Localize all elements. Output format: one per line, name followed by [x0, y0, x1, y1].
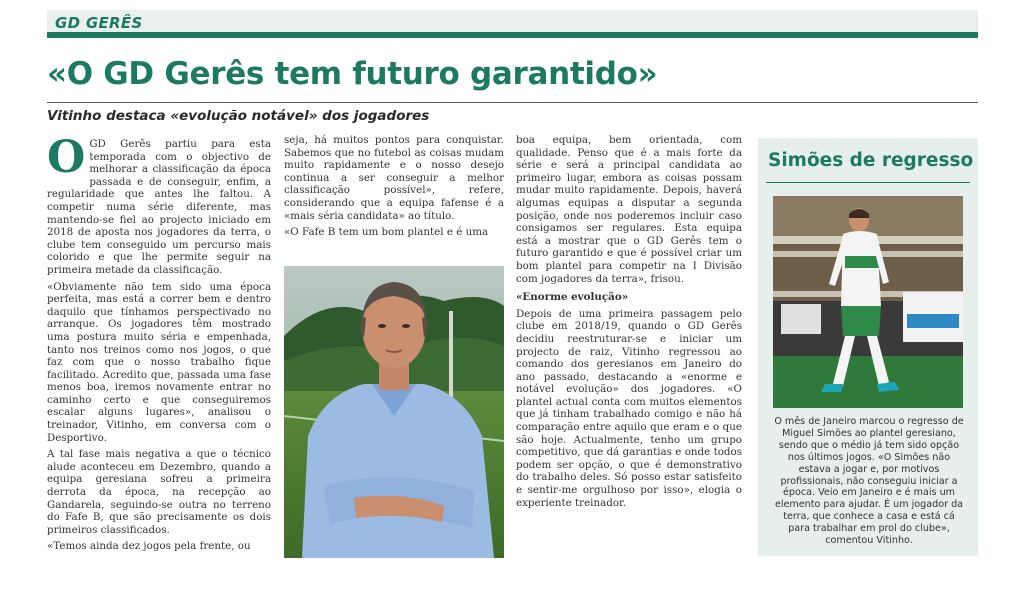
coach-photo-image	[284, 266, 504, 558]
article-headline: «O GD Gerês tem futuro garantido»	[47, 56, 658, 92]
article-paragraph: boa equipa, bem orientada, com qualidade. Penso que é a mais forte da série e será a principal candidata ao primeiro lugar, embora as coisas possam mudar muito rapidamente. Depois, haverá algumas equipas a disputar a segunda posição, onde nos poderemos incluir caso consigamos ser regulares. Esta equipa está a mostrar que o GD Gerês tem o futuro garantido e que é possível criar um bom plantel para competir na I Divisão com jogadores da terra», frisou.	[516, 134, 742, 285]
article-subtitle: Vitinho destaca «evolução notável» dos jogadores	[47, 108, 430, 124]
article-column-2	[284, 134, 504, 254]
article-paragraph: «Obviamente não tem sido uma época perfeita, mas está a correr bem e dentro daquilo que tínhamos perspectivado no arranque. Os jogadores têm mostrado uma postura muito séria e empenhada, tanto nos treinos como nos jogos, o que faz com que o nosso trabalho fique facilitado. Acredito que, passada uma fase menos boa, iremos novamente entrar no caminho certo e que conseguiremos escalar alguns lugares», analisou o treinador, Vitinho, em conversa com o Desportivo.	[47, 280, 271, 444]
article-paragraph: Depois de uma primeira passagem pelo clube em 2018/19, quando o GD Gerês decidiu reestruturar-se e iniciar um projecto de raiz, Vitinho regressou ao comando dos geresianos em Janeiro do ano passado, destacando a «enorme e notável evolução» dos jogadores. «O plantel actual conta com muitos elementos que já tinham trabalhado comigo e não há comparação entre aquilo que eram e o que são hoje. Actualmente, tenho um grupo competitivo, que dá garantias e onde todos podem ser opção, o que é demonstrativo do trabalho deles. Só posso estar satisfeito e sentir-me orgulhoso por isso», elogia o experiente treinador.	[516, 307, 742, 509]
coach-photo	[284, 266, 504, 558]
paragraph-text: GD Gerês partiu para esta temporada com o objectivo de melhorar a classificação da época passada e de conseguir, enfim, a regularidade que antes lhe faltou. A competir numa série diferente, mas mantendo-se fiel ao projecto iniciado em 2018 de aposta nos jogadores da terra, o clube tem conseguido um percurso mais colorido e que lhe permite seguir na primeira metade da classificação.	[47, 138, 271, 276]
article-subheading: «Enorme evolução»	[516, 291, 629, 304]
article-paragraph: «Temos ainda dez jogos pela frente, ou	[47, 540, 251, 553]
headline-divider	[47, 102, 978, 103]
article-column-3	[516, 134, 742, 574]
section-header-bar	[47, 10, 978, 38]
section-label: GD GERÊS	[55, 14, 143, 32]
player-photo-image	[773, 196, 963, 408]
article-column-1	[47, 138, 271, 568]
sidebar-text: O mês de Janeiro marcou o regresso de Miguel Simões ao plantel geresiano, sendo que o médio já tem sido opção nos últimos jogos. «O Simões não estava a jogar e, por motivos profissionais, não conseguiu iniciar a época. Veio em Janeiro e é mais um elemento para ajudar. É um jogador da terra, que conhece a casa e está cá para trabalhar em prol do clube», comentou Vitinho.	[774, 416, 964, 547]
article-paragraph: «O Fafe B tem um bom plantel e é uma	[284, 226, 489, 239]
sidebar-title: Simões de regresso	[768, 150, 974, 171]
player-photo	[773, 196, 963, 408]
sidebar-divider	[766, 182, 970, 183]
article-paragraph: A tal fase mais negativa a que o técnico alude aconteceu em Dezembro, quando a equipa geresiana sofreu a primeira derrota da época, na recepção ao Gandarela, seguindo-se outra no terreno do Fafe B, que são precisamente os dois primeiros classificados.	[47, 448, 271, 536]
sidebar-box	[758, 138, 978, 556]
drop-cap: O	[47, 138, 86, 183]
article-paragraph: seja, há muitos pontos para conquistar. Sabemos que no futebol as coisas mudam muito rapidamente e o nosso desejo continua a ser conseguir a melhor classificação possível», refere, considerando que a equipa fafense é a «mais séria candidata» ao título.	[284, 134, 504, 222]
article-paragraph	[47, 138, 271, 277]
